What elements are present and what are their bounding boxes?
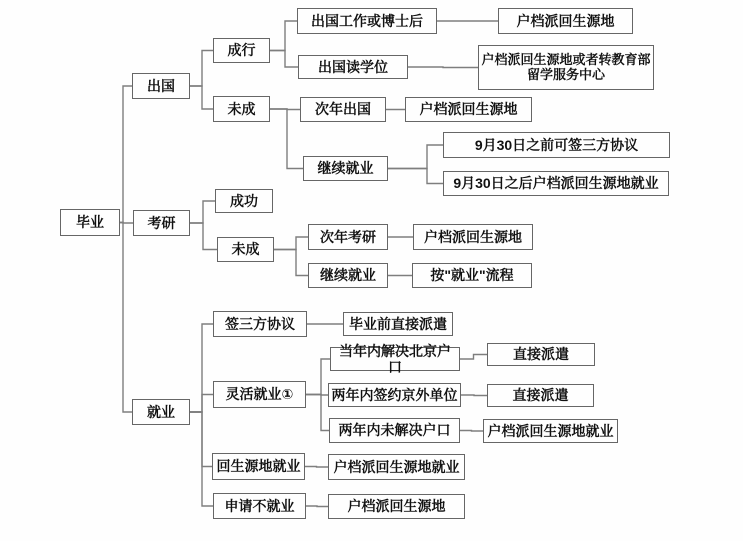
flow-node-r-sheng-jiuye1: 户档派回生源地就业 [483,419,618,443]
flow-node-cg-degree: 出国读学位 [298,55,408,79]
flow-node-chengxing: 成行 [213,38,270,63]
connector-jiuye-to-shenqing-bujiuye [190,412,213,506]
connector-jixu-jiuye-1-to-r-930-before [388,145,443,169]
connector-weicheng-cg-to-jixu-jiuye-1 [270,109,303,169]
connector-biye-to-jiuye [120,223,132,413]
flow-node-r-sheng-jiuye2: 户档派回生源地就业 [328,454,465,480]
flow-node-r-sheng3: 户档派回生源地 [413,224,533,250]
connector-dangnian-hukou-to-r-zhijie1 [460,355,487,360]
connector-linghuo-to-liangnian-weijiejue [306,395,329,431]
flow-node-r-zhijie1: 直接派遣 [487,343,595,366]
flow-node-chenggong: 成功 [215,189,273,213]
flow-node-jixu-jiuye-2: 继续就业 [308,263,388,288]
flow-node-r-930-before: 9月30日之前可签三方协议 [443,132,670,158]
connector-weicheng-ky-to-cinian-kaoyan [274,237,308,250]
flow-node-dangnian-hukou: 当年内解决北京户口 [330,347,460,371]
connector-shenqing-bujiuye-to-r-sheng4 [306,506,328,507]
flow-node-weicheng-cg: 未成 [213,96,270,122]
connector-chengxing-to-cg-work [270,21,297,51]
flow-node-r-930-after: 9月30日之后户档派回生源地就业 [443,171,669,196]
flow-node-linghuo: 灵活就业① [213,381,306,408]
connector-kaoyan-to-chenggong [190,201,215,223]
connector-chengxing-to-cg-degree [270,51,298,68]
flow-node-r-sheng4: 户档派回生源地 [328,494,465,519]
connector-jixu-jiuye-1-to-r-930-after [388,169,443,184]
flow-node-r-zhijie2: 直接派遣 [487,384,594,407]
flow-node-r-anliucheng: 按"就业"流程 [412,263,532,288]
flow-node-chuguo: 出国 [132,73,190,99]
flow-node-qian-sanfang: 签三方协议 [213,311,307,337]
connector-cg-degree-to-r-sheng-or [408,67,478,68]
flow-node-biye: 毕业 [60,209,120,236]
flow-node-jiuye: 就业 [132,399,190,425]
connector-biye-to-chuguo [120,86,132,223]
flow-node-cinian-chuguo: 次年出国 [300,97,386,122]
flow-node-liangnian-weijiejue: 两年内未解决户口 [329,418,460,443]
flow-node-jixu-jiuye-1: 继续就业 [303,156,388,181]
flow-node-hui-shengyuandi: 回生源地就业 [212,453,305,480]
connector-kaoyan-to-weicheng-ky [190,223,217,250]
connector-liangnian-weijiejue-to-r-sheng-jiuye1 [460,431,483,432]
connector-liangnian-qianyue-to-r-zhijie2 [461,395,487,396]
flow-node-r-sheng1: 户档派回生源地 [498,8,633,34]
connector-chuguo-to-weicheng-cg [190,86,213,109]
flow-node-r-sheng2: 户档派回生源地 [405,97,532,122]
flow-node-liangnian-qianyue: 两年内签约京外单位 [328,383,461,407]
flow-node-biyeqian-paiqian: 毕业前直接派遣 [343,312,453,336]
flow-node-r-sheng-or: 户档派回生源地或者转教育部留学服务中心 [478,45,654,90]
flow-node-kaoyan: 考研 [133,210,190,236]
flow-node-weicheng-ky: 未成 [217,237,274,262]
connector-jiuye-to-hui-shengyuandi [190,412,212,467]
flow-node-shenqing-bujiuye: 申请不就业 [213,493,306,519]
flow-node-cinian-kaoyan: 次年考研 [308,224,388,250]
connector-chuguo-to-chengxing [190,51,213,87]
connector-linghuo-to-dangnian-hukou [306,359,330,395]
connector-jiuye-to-linghuo [190,395,213,413]
connector-weicheng-ky-to-jixu-jiuye-2 [274,250,308,276]
flow-node-cg-work: 出国工作或博士后 [297,8,437,34]
connector-hui-shengyuandi-to-r-sheng-jiuye2 [305,467,328,468]
